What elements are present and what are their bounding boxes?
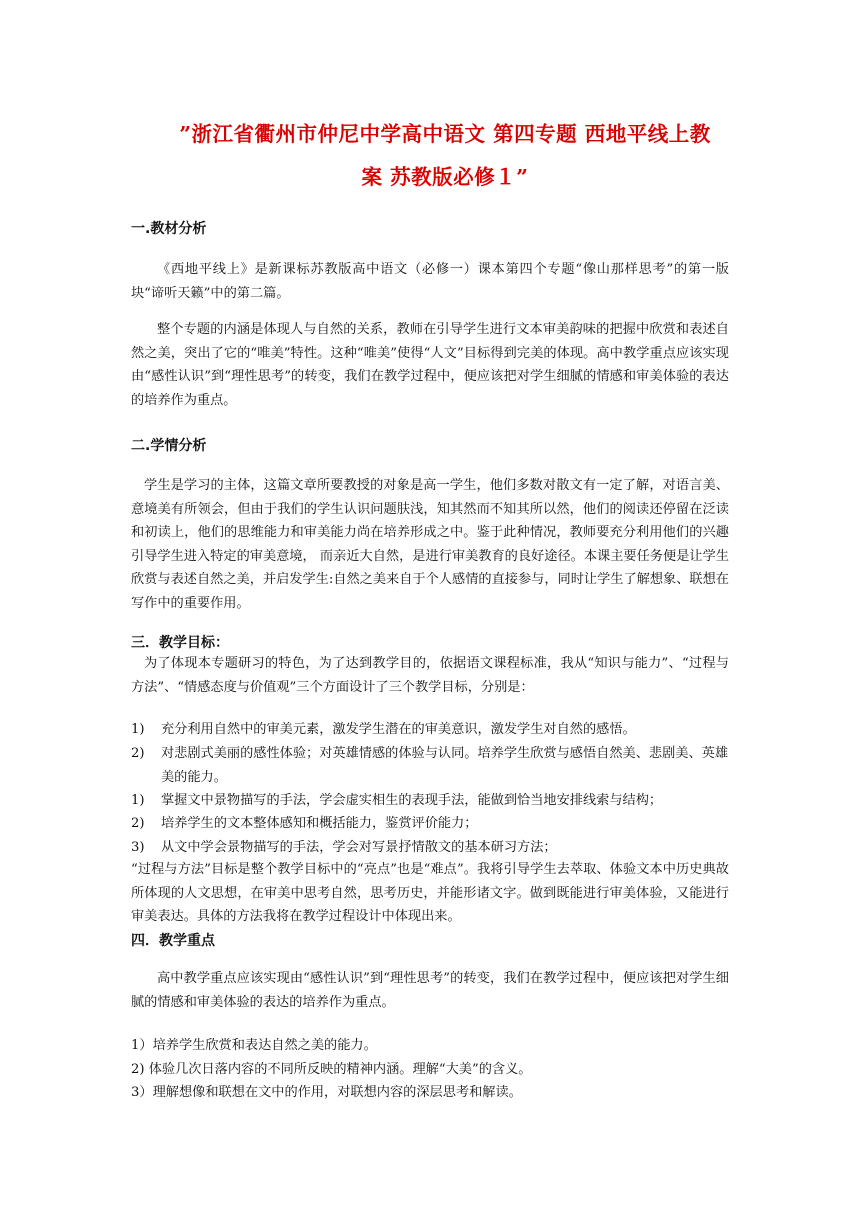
focus-list-item: 2) 体验几次日落内容的不同所反映的精神内涵。理解“大美”的含义。	[131, 1062, 532, 1077]
goal-list-item	[131, 789, 729, 813]
paragraph-process-method: “过程与方法”目标是整个教学目标中的“亮点”也是“难点”。我将引导学生去萃取、体验文本中历史典故所体现的人文思想，在审美中思考自然，思考历史，并能形诸文字。做到既能进行审美体验，又能进行审美表达。具体的方法我将在教学过程设计中体现出来。	[131, 862, 729, 924]
goal-text: 培养学生的文本整体感知和概括能力，鉴赏评价能力；	[161, 816, 478, 831]
paragraph-teaching-focus: 高中教学重点应该实现由“感性认识”到“理性思考”的转变，我们在教学过程中，便应该把对学生细腻的情感和审美体验的表达的培养作为重点。	[131, 971, 729, 1010]
goal-number: 2)	[131, 816, 145, 831]
goal-text: 对悲剧式美丽的感性体验；对英雄情感的体验与认同。培养学生欣赏与感悟自然美、悲剧美、英雄美的能力。	[161, 746, 729, 785]
goal-list-item	[131, 836, 729, 860]
goal-number: 1)	[131, 793, 145, 808]
paragraph-goals-intro: 为了体现本专题研习的特色，为了达到教学目的，依据语文课程标准，我从“知识与能力”、“过程与方法”、“情感态度与价值观”三个方面设计了三个教学目标，分别是：	[131, 656, 729, 695]
document-title-line-2: 案 苏教版必修１”	[361, 165, 529, 189]
goal-list-item	[131, 812, 729, 836]
goal-text: 从文中学会景物描写的手法，学会对写景抒情散文的基本研习方法；	[161, 840, 557, 855]
section-heading-textbook-analysis: 一.教材分析	[131, 221, 207, 237]
goal-text: 充分利用自然中的审美元素，激发学生潜在的审美意识，激发学生对自然的感悟。	[161, 722, 636, 737]
document-title-line-1: ”浙江省衢州市仲尼中学高中语文 第四专题 西地平线上教	[179, 122, 711, 146]
paragraph-theme: 整个专题的内涵是体现人与自然的关系，教师在引导学生进行文本审美韵味的把握中欣赏和表述自然之美，突出了它的“唯美”特性。这种“唯美”使得“人文”目标得到完美的体现。高中教学重点应该实现由“感性认识”到“理性思考”的转变，我们在教学过程中，便应该把对学生细腻的情感和审美体验的表达的培养作为重点。	[131, 322, 729, 408]
section-heading-student-analysis: 二.学情分析	[131, 438, 207, 454]
paragraph-textbook-intro: 《西地平线上》是新课标苏教版高中语文（必修一）课本第四个专题“像山那样思考”的第一版块“谛听天籁”中的第二篇。	[131, 262, 729, 301]
paragraph-student-analysis: 学生是学习的主体，这篇文章所要教授的对象是高一学生，他们多数对散文有一定了解，对语言美、意境美有所领会，但由于我们的学生认识问题肤浅，知其然而不知其所以然，他们的阅读还停留在泛读和初读上，他们的思维能力和审美能力尚在培养形成之中。鉴于此种情况，教师要充分利用他们的兴趣引导学生进入特定的审美意境， 而亲近大自然，是进行审美教育的良好途径。本课主要任务便是让学生欣赏与表述自然之美，并启发学生:自然之美来自于个人感情的直接参与，同时让学生了解想象、联想在写作中的重要作用。	[131, 478, 729, 611]
goal-text: 掌握文中景物描写的手法，学会虚实相生的表现手法，能做到恰当地安排线索与结构；	[161, 793, 663, 808]
goal-number: 3)	[131, 840, 145, 855]
goal-list-item	[131, 742, 729, 789]
section-heading-teaching-focus: 四．教学重点	[131, 933, 215, 949]
goal-number: 1)	[131, 722, 145, 737]
section-heading-teaching-goals: 三．教学目标：	[131, 635, 229, 651]
focus-list-item: 3）理解想像和联想在文中的作用，对联想内容的深层思考和解读。	[131, 1085, 522, 1100]
goal-number: 2)	[131, 746, 145, 761]
goal-list-item	[131, 718, 729, 742]
focus-list-item: 1）培养学生欣赏和表达自然之美的能力。	[131, 1038, 377, 1053]
